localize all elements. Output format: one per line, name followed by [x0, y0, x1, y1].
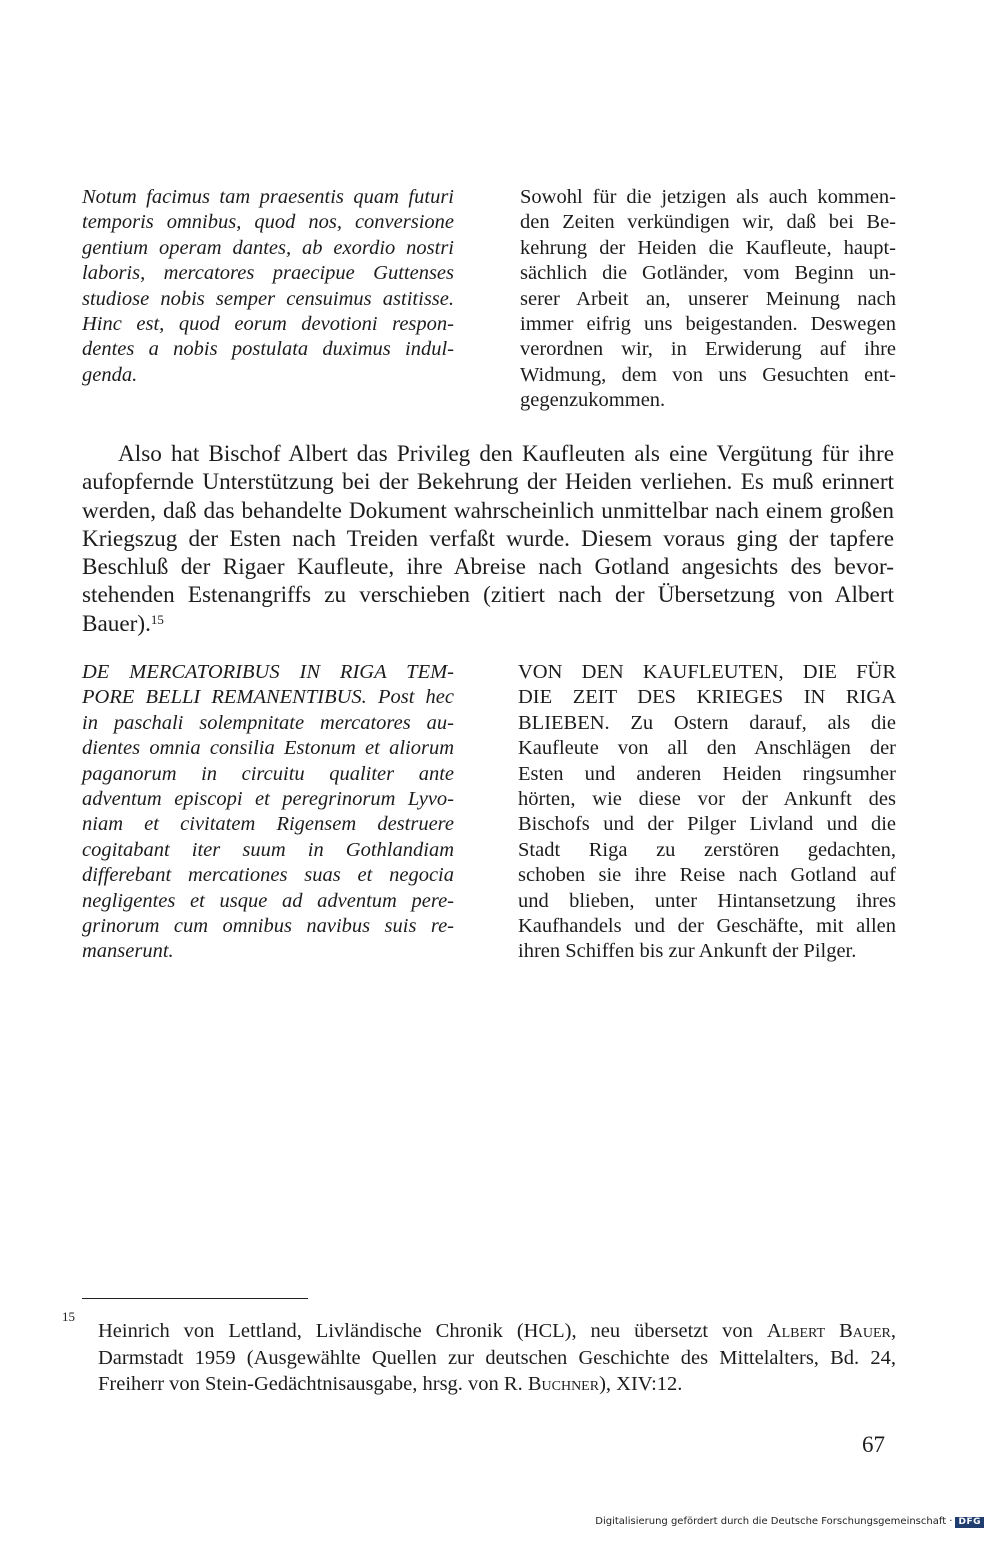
text-line: BLIEBEN. Zu Ostern darauf, als die [518, 711, 896, 734]
author-name: Albert Bauer [766, 1320, 891, 1342]
text-fragment: Freiherr von Stein-Gedächtnisausgabe, hrsg. von R. [98, 1373, 523, 1395]
text-line: Darmstadt 1959 (Ausgewählte Quellen zur deutschen Geschichte des Mittelalters, Bd. 24, [98, 1346, 896, 1369]
text-line: dentes a nobis postulata duximus indul- [82, 338, 454, 361]
text-line [82, 610, 894, 638]
text-line: cogitabant iter suum in Gothlandiam [82, 838, 454, 861]
quote1-german-text [520, 185, 896, 414]
text-line: temporis omnibus, quod nos, conversione [82, 211, 454, 234]
text-line: ihren Schiffen bis zur Ankunft der Pilger. [518, 940, 857, 963]
text-line [98, 1371, 896, 1398]
text-line: genda. [82, 363, 138, 386]
text-line: hörten, wie diese vor der Ankunft des [518, 788, 896, 811]
latin-heading: PORE BELLI REMANENTIBUS. [82, 686, 367, 709]
page-number: 67 [862, 1432, 885, 1457]
text-line: DE MERCATORIBUS IN RIGA TEM- [82, 661, 454, 683]
editor-name: Buchner [527, 1373, 600, 1395]
text-line: adventum episcopi et peregrinorum Lyvo- [82, 788, 454, 811]
body-paragraph [82, 440, 894, 638]
text-line: Notum facimus tam praesentis quam futuri [82, 186, 454, 208]
text-line: Also hat Bischof Albert das Privileg den Kaufleuten als eine Vergütung für ihre [118, 441, 894, 467]
text-line: sächlich die Gotländer, vom Beginn un- [520, 262, 896, 285]
footnote-number: 15 [62, 1309, 75, 1324]
footnote-reference[interactable]: 15 [150, 611, 164, 627]
text-line: niam et civitatem Rigensem destruere [82, 813, 454, 836]
text-line: serer Arbeit an, unserer Meinung nach [520, 287, 896, 310]
text-line: Hinc est, quod eorum devotioni respon- [82, 313, 454, 336]
quote1-latin-text [82, 185, 454, 388]
footnote-text [98, 1318, 896, 1398]
text-line: Bischofs und der Pilger Livland und die [518, 813, 896, 836]
footnote-divider [82, 1298, 308, 1299]
text-line: kehrung der Heiden die Kaufleute, haupt- [520, 236, 896, 259]
text-line: differebant mercationes suas et negocia [82, 864, 454, 887]
quote2-latin-text [82, 660, 454, 965]
text-line: und blieben, unter Hintansetzung ihres [518, 889, 896, 912]
text-line: Kaufhandels und der Geschäfte, mit allen [518, 915, 896, 938]
text-line: Kaufleute von all den Anschlägen der [518, 737, 896, 760]
text-line: Stadt Riga zu zerstören gedachten, [518, 838, 896, 861]
text-line: studiose nobis semper censuimus astitisse. [82, 287, 454, 310]
digitization-credit [595, 1516, 984, 1528]
text-line [82, 685, 454, 710]
text-line: grinorum cum omnibus navibus suis re- [82, 915, 454, 938]
text-line: in paschali solempnitate mercatores au- [82, 711, 454, 734]
text-line [98, 1318, 896, 1345]
text-fragment: Heinrich von Lettland, Livländische Chronik (HCL), neu übersetzt von [98, 1320, 753, 1342]
dfg-logo-icon: DFG [955, 1517, 984, 1528]
text-line: Esten und anderen Heiden ringsumher [518, 762, 896, 785]
text-line: dientes omnia consilia Estonum et aliorum [82, 737, 454, 760]
text-fragment: Bauer). [82, 610, 151, 637]
text-line: VON DEN KAUFLEUTEN, DIE FÜR [518, 661, 896, 683]
text-line: Sowohl für die jetzigen als auch kommen- [520, 186, 896, 208]
text-line: negligentes et usque ad adventum pere- [82, 889, 454, 912]
text-line: verordnen wir, in Erwiderung auf ihre [520, 338, 896, 361]
text-line: Beschluß der Rigaer Kaufleute, ihre Abreise nach Gotland angesichts des bevor- [82, 554, 894, 581]
text-line: stehenden Estenangriffs zu verschieben (zitiert nach der Übersetzung von Albert [82, 582, 894, 609]
credit-text: Digitalisierung gefördert durch die Deutsche Forschungsgemeinschaft · [595, 1516, 953, 1527]
text-line: Kriegszug der Esten nach Treiden verfaßt wurde. Diesem voraus ging der tapfere [82, 525, 894, 552]
text-fragment: Post hec [377, 686, 454, 709]
text-fragment: , [890, 1320, 896, 1342]
text-line: laboris, mercatores praecipue Guttenses [82, 262, 454, 285]
text-line: aufopfernde Unterstützung bei der Bekehrung der Heiden verliehen. Es muß erinnert [82, 469, 894, 496]
text-line: paganorum in circuitu qualiter ante [82, 762, 454, 785]
text-line: werden, daß das behandelte Dokument wahrscheinlich unmittelbar nach einem großen [82, 497, 894, 524]
text-line: immer eifrig uns beigestanden. Deswegen [520, 313, 896, 336]
text-line: gentium operam dantes, ab exordio nostri [82, 236, 454, 259]
quote2-german-text [518, 660, 896, 965]
text-fragment: ), XIV:12. [599, 1373, 683, 1395]
text-line: DIE ZEIT DES KRIEGES IN RIGA [518, 686, 896, 709]
text-line: manserunt. [82, 940, 174, 963]
text-line: gegenzukommen. [520, 389, 666, 412]
text-line: den Zeiten verkündigen wir, daß bei Be- [520, 211, 896, 234]
text-line: Widmung, dem von uns Gesuchten ent- [520, 363, 896, 386]
text-line: schoben sie ihre Reise nach Gotland auf [518, 864, 896, 887]
